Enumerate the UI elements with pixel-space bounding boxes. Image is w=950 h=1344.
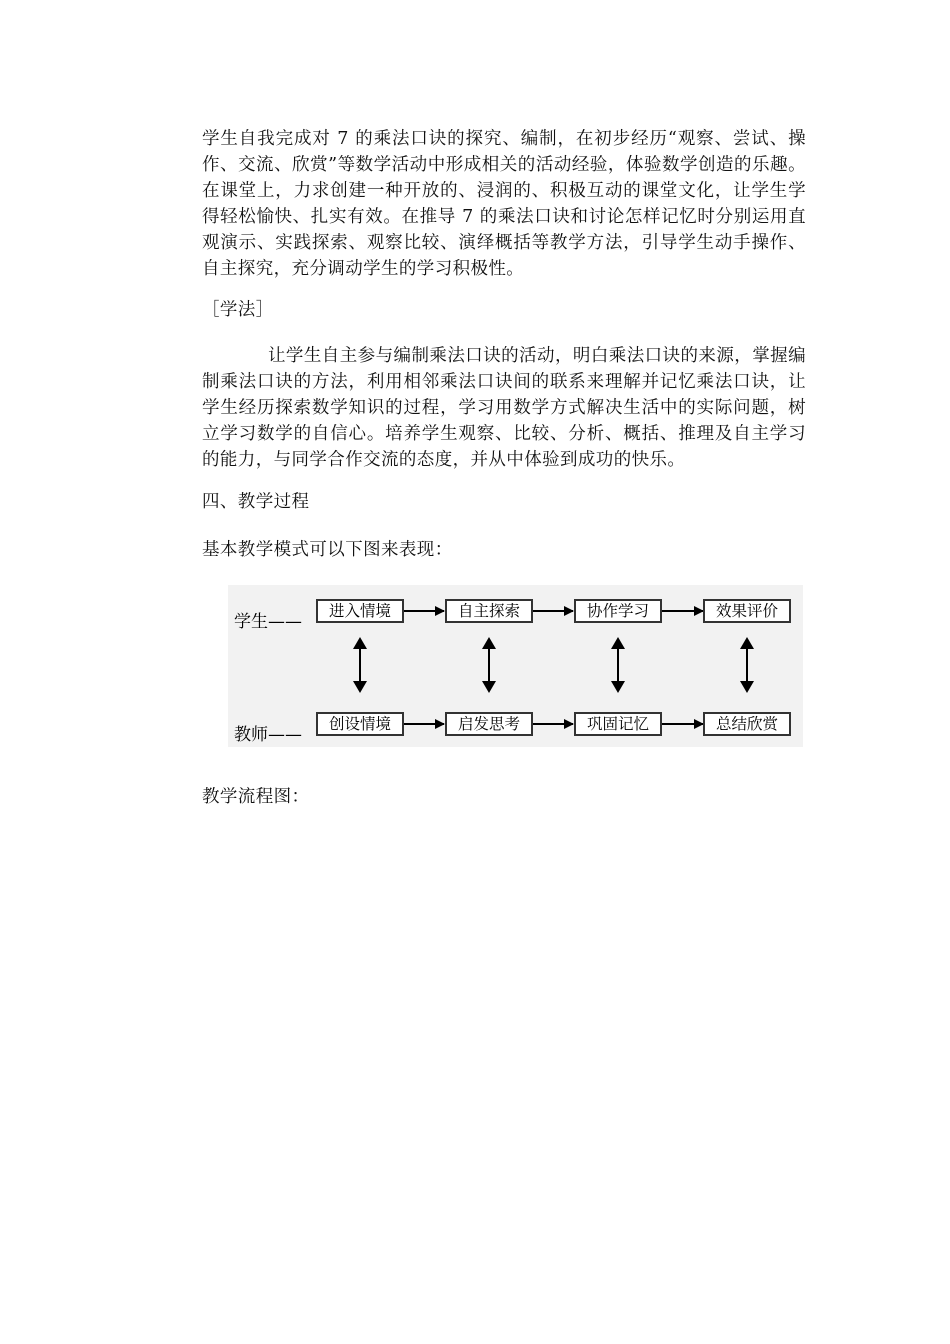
teacher-role-label: 教师—— <box>234 725 302 745</box>
teacher-step-box: 总结欣赏 <box>703 712 791 736</box>
learning-method-paragraph: 让学生自主参与编制乘法口诀的活动，明白乘法口诀的来源，掌握编制乘法口诀的方法，利用相邻乘法口诀间的联系来理解并记忆乘法口诀，让学生经历探索数学知识的过程，学习用数学方式解决生活中的实际问题，树立学习数学的自信心。培养学生观察、比较、分析、概括、推理及自主学习的能力，与同学合作交流的态度，并从中体验到成功的快乐。 <box>202 346 806 470</box>
teacher-step-box: 巩固记忆 <box>574 712 662 736</box>
teacher-step-box: 启发思考 <box>445 712 533 736</box>
double-arrow-4 <box>740 637 754 693</box>
double-arrow-2 <box>482 637 496 693</box>
teaching-process-heading: 四、教学过程 <box>202 492 310 512</box>
double-arrow-1 <box>353 637 367 693</box>
student-step-box: 自主探索 <box>445 599 533 623</box>
teaching-flow-caption: 教学流程图： <box>202 787 310 807</box>
student-step-box: 协作学习 <box>574 599 662 623</box>
teacher-step-box: 创设情境 <box>316 712 404 736</box>
student-step-box: 进入情境 <box>316 599 404 623</box>
learning-method-heading: ［学法］ <box>202 300 274 320</box>
teaching-mode-caption: 基本教学模式可以下图来表现： <box>202 540 453 560</box>
student-role-label: 学生—— <box>234 612 302 632</box>
student-step-box: 效果评价 <box>703 599 791 623</box>
teaching-method-paragraph: 学生自我完成对 7 的乘法口诀的探究、编制，在初步经历“观察、尝试、操作、交流、欣赏”等数学活动中形成相关的活动经验，体验数学创造的乐趣。在课堂上，力求创建一种开放的、浸润的、积极互动的课堂文化，让学生学得轻松愉快、扎实有效。在推导 7 的乘法口诀和讨论怎样记忆时分别运用直观演示、实践探索、观察比较、演绎概括等教学方法，引导学生动手操作、自主探究，充分调动学生的学习积极性。 <box>202 129 806 279</box>
double-arrow-3 <box>611 637 625 693</box>
teaching-mode-diagram <box>228 585 803 747</box>
